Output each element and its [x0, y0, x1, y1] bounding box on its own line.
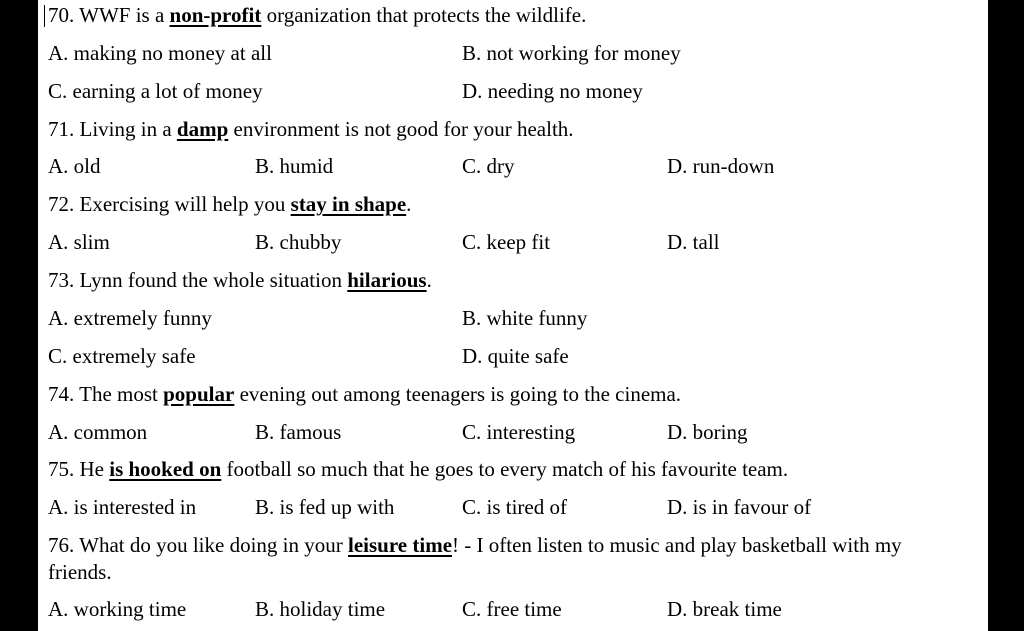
option-d[interactable]: D. run-down	[667, 154, 775, 178]
option-d[interactable]: D. tall	[667, 230, 720, 254]
option-b[interactable]: B. is fed up with	[255, 495, 395, 519]
option-c[interactable]: C. earning a lot of money	[48, 79, 263, 103]
question-71: 71. Living in a damp environment is not good for your health.	[48, 117, 574, 141]
question-73: 73. Lynn found the whole situation hilarious.	[48, 268, 432, 292]
option-d[interactable]: D. boring	[667, 420, 748, 444]
question-76: 76. What do you like doing in your leisure time! - I often listen to music and play basketball with my friends.	[48, 533, 902, 584]
option-a[interactable]: A. slim	[48, 230, 110, 254]
option-b[interactable]: B. famous	[255, 420, 342, 444]
keyword: hilarious	[347, 268, 427, 292]
option-c[interactable]: C. dry	[462, 154, 515, 178]
option-c[interactable]: C. interesting	[462, 420, 576, 444]
option-b[interactable]: B. white funny	[462, 306, 588, 330]
option-a[interactable]: A. is interested in	[48, 495, 197, 519]
option-d[interactable]: D. is in favour of	[667, 495, 812, 519]
text-cursor	[44, 5, 45, 27]
option-c[interactable]: C. free time	[462, 597, 562, 621]
keyword: stay in shape	[290, 192, 407, 216]
option-a[interactable]: A. old	[48, 154, 101, 178]
option-a[interactable]: A. working time	[48, 597, 187, 621]
option-c[interactable]: C. is tired of	[462, 495, 567, 519]
question-75: 75. He is hooked on football so much that he goes to every match of his favourite team.	[48, 457, 789, 481]
option-b[interactable]: B. not working for money	[462, 41, 681, 65]
question-74: 74. The most popular evening out among teenagers is going to the cinema.	[48, 382, 682, 406]
option-a[interactable]: A. common	[48, 420, 148, 444]
keyword: popular	[163, 382, 235, 406]
option-c[interactable]: C. keep fit	[462, 230, 551, 254]
option-d[interactable]: D. quite safe	[462, 344, 569, 368]
keyword: damp	[176, 117, 229, 141]
question-72: 72. Exercising will help you stay in shape.	[48, 192, 412, 216]
option-b[interactable]: B. humid	[255, 154, 334, 178]
option-d[interactable]: D. break time	[667, 597, 782, 621]
option-a[interactable]: A. making no money at all	[48, 41, 272, 65]
option-d[interactable]: D. needing no money	[462, 79, 643, 103]
keyword: leisure time	[348, 533, 453, 557]
option-b[interactable]: B. chubby	[255, 230, 342, 254]
option-b[interactable]: B. holiday time	[255, 597, 386, 621]
question-70: 70. WWF is a non-profit organization that protects the wildlife.	[48, 3, 587, 27]
option-c[interactable]: C. extremely safe	[48, 344, 196, 368]
keyword: non-profit	[169, 3, 262, 27]
option-a[interactable]: A. extremely funny	[48, 306, 212, 330]
keyword: is hooked on	[109, 457, 222, 481]
